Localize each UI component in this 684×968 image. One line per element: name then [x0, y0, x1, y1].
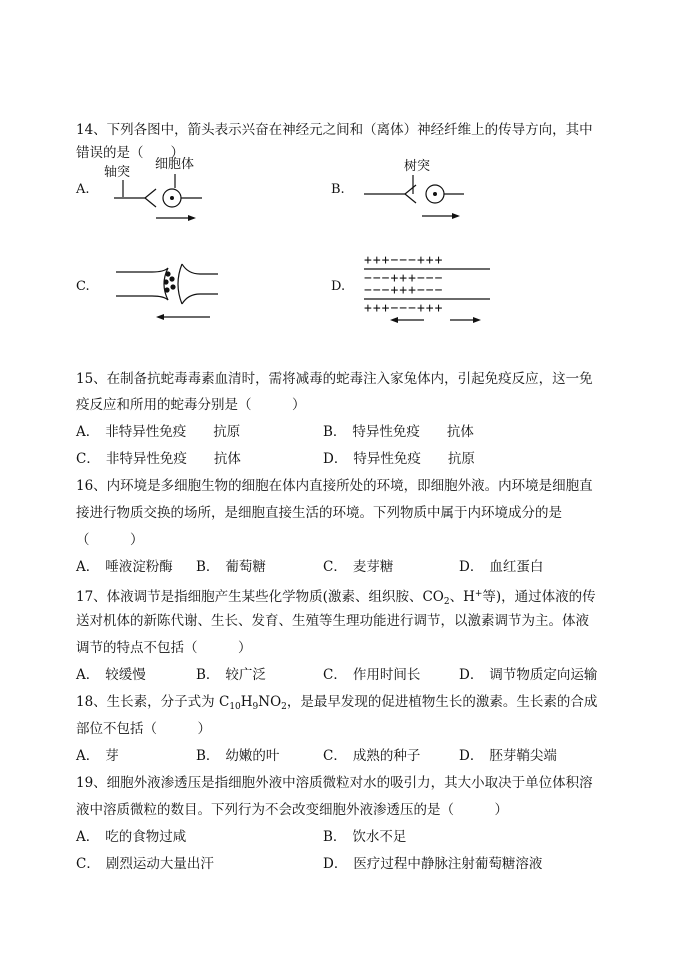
- q14-stem-line2: 错误的是（ ）: [76, 145, 184, 161]
- q16-option-a: A． 唾液淀粉酶: [76, 559, 173, 575]
- fig-b-dendrite-label: 树突: [404, 159, 431, 174]
- q15-option-d: D． 特异性免疫 抗原: [323, 451, 475, 467]
- q19-option-b: B． 饮水不足: [323, 829, 407, 845]
- fig-a-diagram: [100, 150, 230, 230]
- q19-option-a: A． 吃的食物过咸: [76, 829, 187, 845]
- q15-option-c: C． 非特异性免疫 抗体: [76, 451, 241, 467]
- q19-option-c: C． 剧烈运动大量出汗: [76, 856, 214, 872]
- q14-stem-line1: 14、下列各图中，箭头表示兴奋在神经元之间和（离体）神经纤维上的传导方向，其中: [76, 122, 593, 138]
- fig-c-diagram: [112, 260, 232, 330]
- q17-option-a: A． 较缓慢: [76, 667, 146, 683]
- fig-d-row3: −−−+++−−−: [364, 283, 444, 298]
- q15-stem-line2: 疫反应和所用的蛇毒分别是（ ）: [76, 397, 306, 413]
- fig-d-diagram: [360, 250, 500, 325]
- q18-option-d: D． 胚芽鞘尖端: [459, 748, 557, 764]
- q19-stem-line1: 19、细胞外液渗透压是指细胞外液中溶质微粒对水的吸引力，其大小取决于单位体积溶: [76, 775, 593, 791]
- q18-option-b: B． 幼嫩的叶: [196, 748, 280, 764]
- q17-option-b: B． 较广泛: [196, 667, 266, 683]
- fig-b-diagram: [360, 150, 490, 230]
- q17-stem-line3: 调节的特点不包括（ ）: [76, 640, 252, 656]
- q16-option-d: D． 血红蛋白: [459, 559, 544, 575]
- q18-option-a: A． 芽: [76, 748, 119, 764]
- q16-stem-line2: 接进行物质交换的场所，是细胞直接生活的环境。下列物质中属于内环境成分的是: [76, 505, 562, 521]
- q18-option-c: C． 成熟的种子: [323, 748, 421, 764]
- q17-stem-line1: 17、体液调节是指细胞产生某些化学物质(激素、组织胺、$CO_2$、H+等)，通过体液的传: [76, 589, 596, 607]
- fig-d-row1: +++−−−+++: [364, 253, 444, 268]
- fig-c-label: C.: [76, 279, 90, 294]
- q15-option-b: B． 特异性免疫 抗体: [323, 424, 474, 440]
- q17-option-c: C． 作用时间长: [323, 667, 421, 683]
- q16-stem-line1: 16、内环境是多细胞生物的细胞在体内直接所处的环境，即细胞外液。内环境是细胞直: [76, 478, 593, 494]
- fig-d-label: D.: [331, 279, 346, 294]
- q16-option-b: B． 葡萄糖: [196, 559, 266, 575]
- fig-a-soma-label: 细胞体: [155, 157, 195, 172]
- q18-stem-line2: 部位不包括（ ）: [76, 721, 211, 737]
- q15-stem-line1: 15、在制备抗蛇毒毒素血清时，需将减毒的蛇毒注入家兔体内，引起免疫反应，这一免: [76, 371, 593, 387]
- fig-d-row4: +++−−−+++: [364, 301, 444, 316]
- fig-a-label: A.: [76, 182, 90, 197]
- q16-option-c: C． 麦芽糖: [323, 559, 394, 575]
- q17-stem-line2: 送对机体的新陈代谢、生长、发育、生殖等生理功能进行调节，以激素调节为主。体液: [76, 613, 589, 629]
- q16-stem-line3: （ ）: [76, 532, 144, 548]
- fig-a-axon-label: 轴突: [104, 165, 131, 180]
- q17-option-d: D． 调节物质定向运输: [459, 667, 598, 683]
- q19-option-d: D． 医疗过程中静脉注射葡萄糖溶液: [323, 856, 543, 872]
- fig-d-row2: −−−+++−−−: [364, 271, 444, 286]
- q19-stem-line2: 液中溶质微粒的数目。下列行为不会改变细胞外液渗透压的是（ ）: [76, 802, 508, 818]
- q15-option-a: A． 非特异性免疫 抗原: [76, 424, 241, 440]
- fig-b-label: B.: [331, 182, 345, 197]
- q18-stem-line1: 18、生长素，分子式为 $C_{10}H_9NO_2$，是最早发现的促进植物生长的激素。生长素的合成: [76, 694, 598, 712]
